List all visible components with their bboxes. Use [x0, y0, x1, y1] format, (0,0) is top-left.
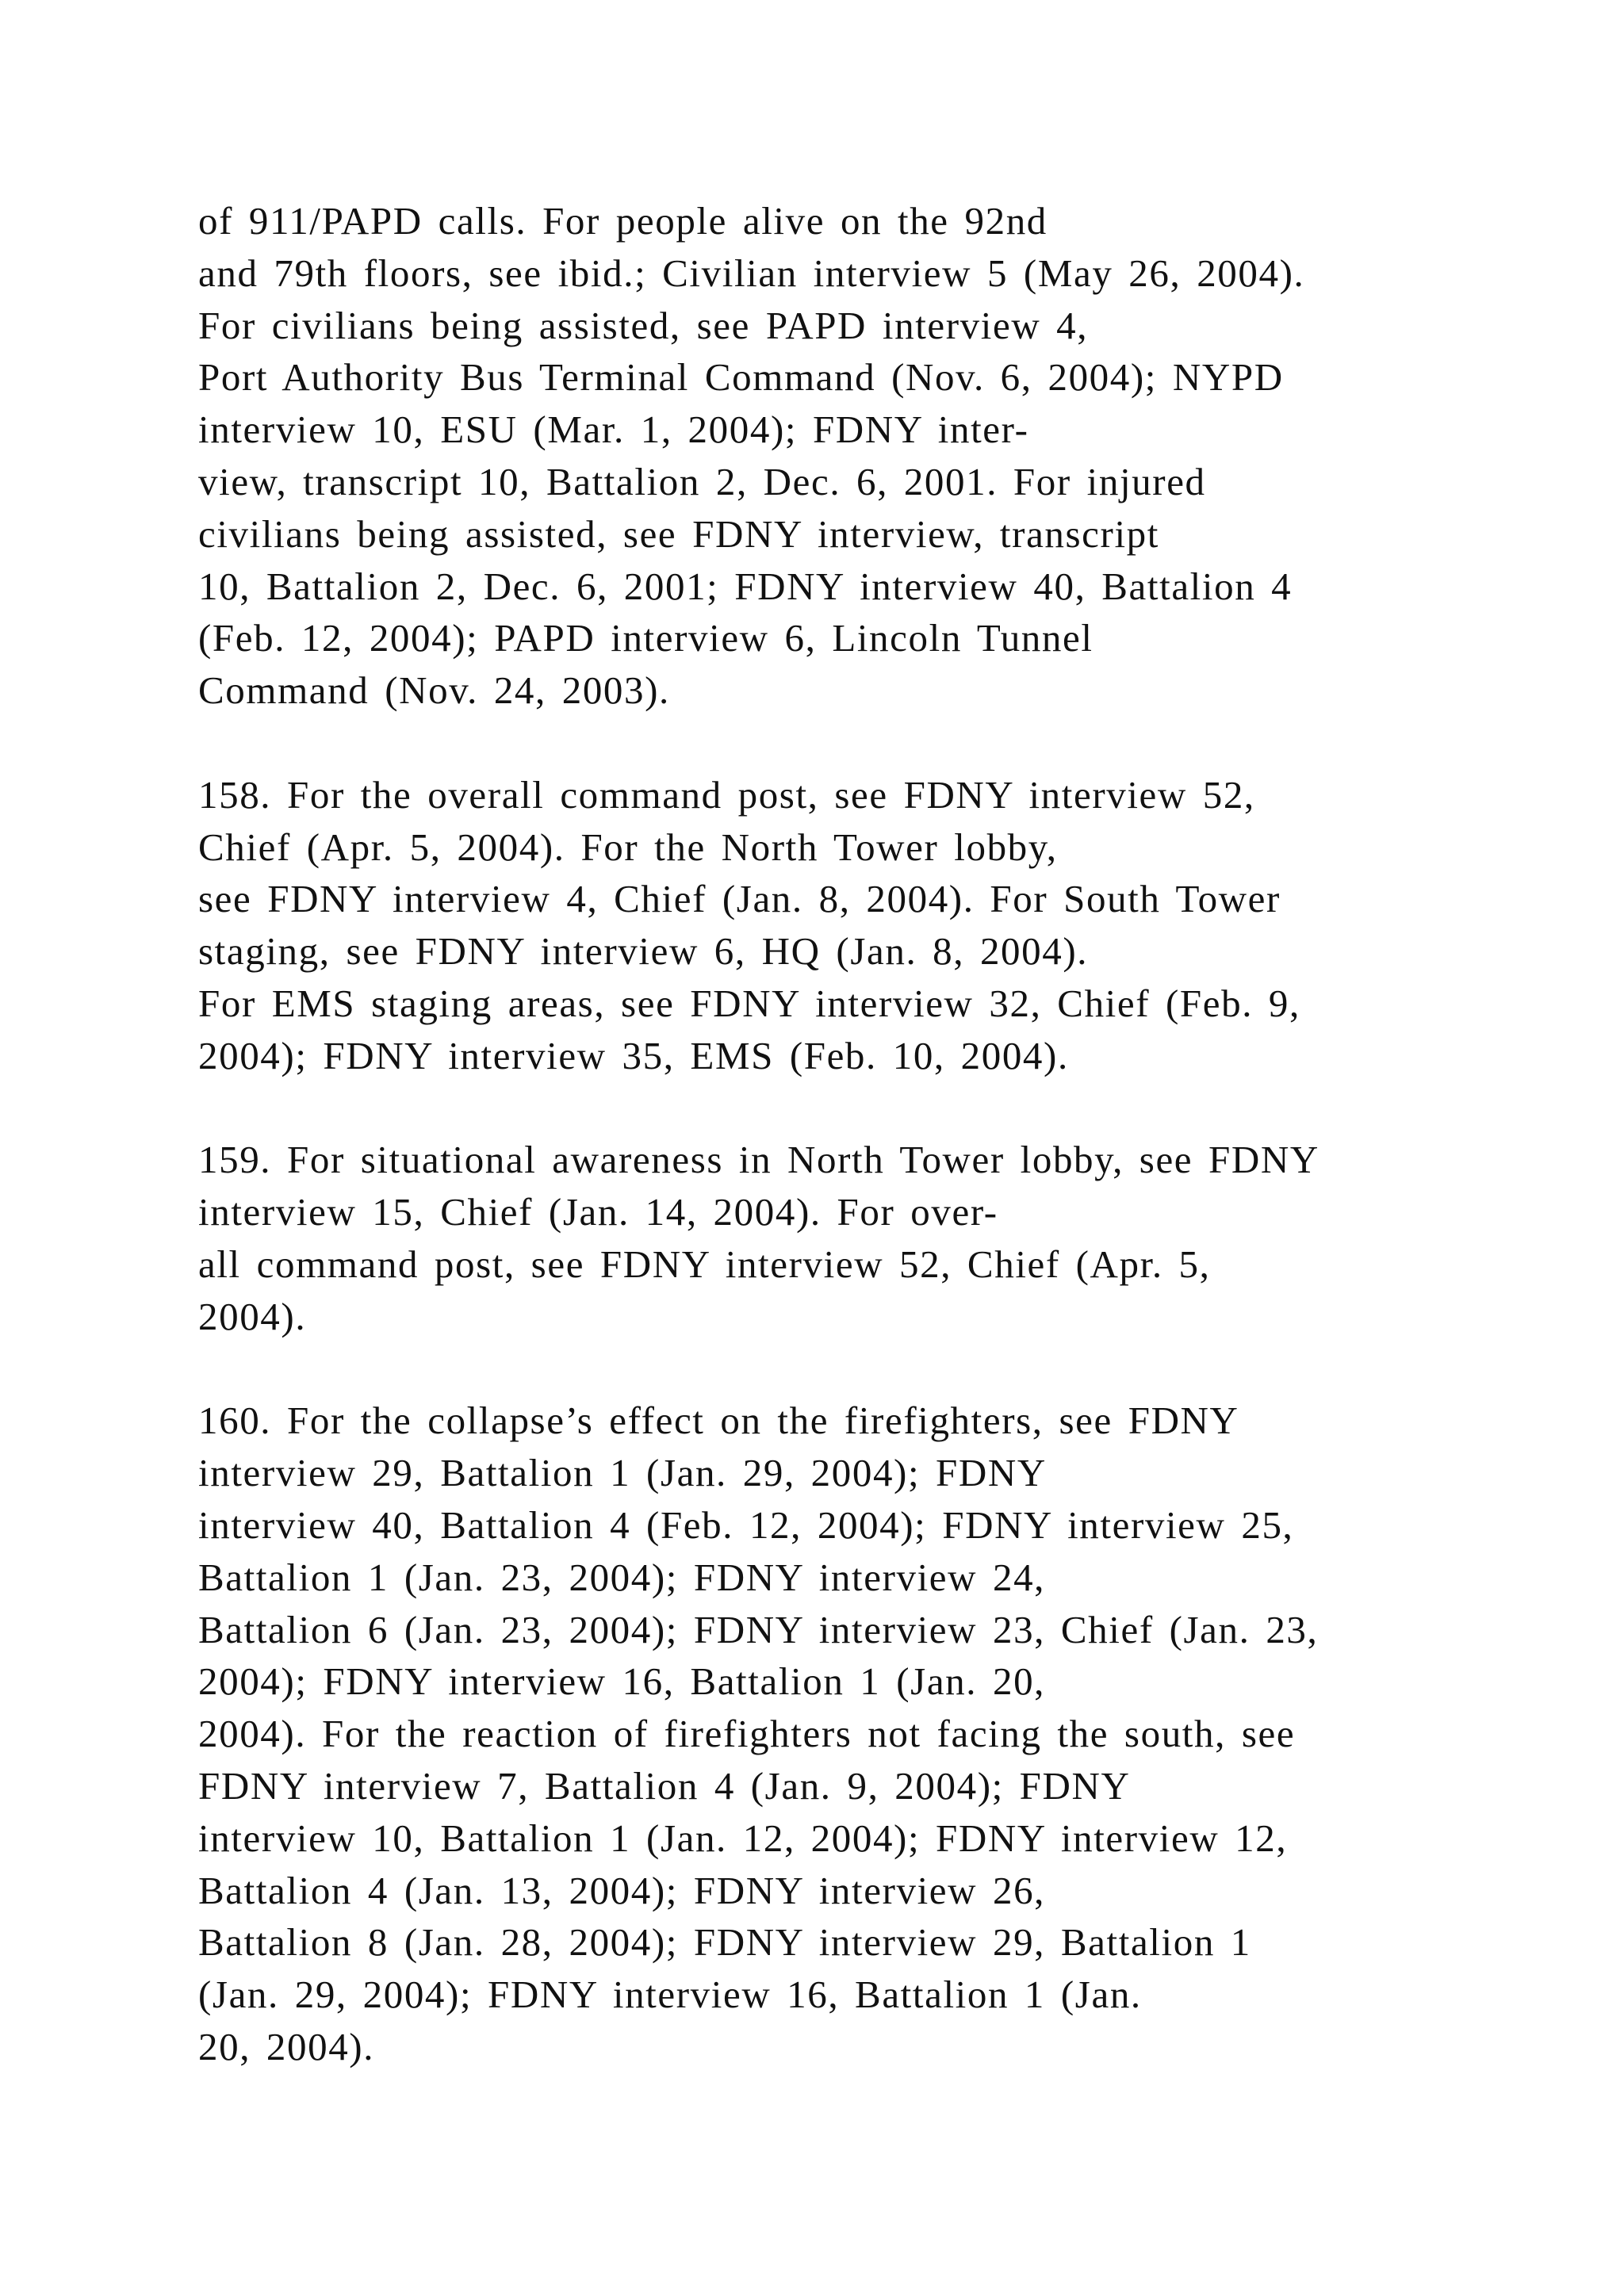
text-line: civilians being assisted, see FDNY interview, transcript	[198, 511, 1159, 556]
text-line: of 911/PAPD calls. For people alive on the 92nd	[198, 199, 1048, 243]
text-line: Battalion 1 (Jan. 23, 2004); FDNY interview 24,	[198, 1555, 1046, 1599]
text-line: interview 10, Battalion 1 (Jan. 12, 2004); FDNY interview 12,	[198, 1816, 1288, 1860]
endnotes-text	[198, 195, 1507, 2073]
text-line: interview 10, ESU (Mar. 1, 2004); FDNY inter-	[198, 408, 1029, 452]
text-line: Port Authority Bus Terminal Command (Nov. 6, 2004); NYPD	[198, 355, 1284, 400]
text-line: interview 40, Battalion 4 (Feb. 12, 2004); FDNY interview 25,	[198, 1502, 1294, 1547]
text-line: 160. For the collapse’s effect on the firefighters, see FDNY	[198, 1399, 1239, 1443]
text-line: staging, see FDNY interview 6, HQ (Jan. 8, 2004).	[198, 929, 1089, 974]
text-line: view, transcript 10, Battalion 2, Dec. 6, 2001. For injured	[198, 459, 1206, 503]
text-line: Command (Nov. 24, 2003).	[198, 668, 670, 713]
text-line: FDNY interview 7, Battalion 4 (Jan. 9, 2004); FDNY	[198, 1763, 1131, 1808]
text-line: 159. For situational awareness in North Tower lobby, see FDNY	[198, 1138, 1320, 1182]
text-line: 20, 2004).	[198, 2024, 375, 2068]
text-line: Chief (Apr. 5, 2004). For the North Tower lobby,	[198, 825, 1058, 869]
text-line: (Jan. 29, 2004); FDNY interview 16, Battalion 1 (Jan.	[198, 1973, 1142, 2017]
endnote-157-continued	[198, 195, 1507, 717]
text-line: 2004).	[198, 1294, 307, 1338]
text-line: For EMS staging areas, see FDNY interview 32, Chief (Feb. 9,	[198, 981, 1300, 1025]
text-line: 158. For the overall command post, see FDNY interview 52,	[198, 772, 1255, 817]
text-line: interview 15, Chief (Jan. 14, 2004). For over-	[198, 1190, 998, 1234]
endnote-158	[198, 769, 1507, 1082]
text-line: Battalion 4 (Jan. 13, 2004); FDNY interview 26,	[198, 1868, 1046, 1912]
text-line: 2004). For the reaction of firefighters not facing the south, see	[198, 1712, 1296, 1756]
text-line: interview 29, Battalion 1 (Jan. 29, 2004); FDNY	[198, 1451, 1047, 1495]
endnote-160	[198, 1395, 1507, 2072]
text-line: all command post, see FDNY interview 52, Chief (Apr. 5,	[198, 1242, 1211, 1286]
text-line: Battalion 8 (Jan. 28, 2004); FDNY interview 29, Battalion 1	[198, 1920, 1251, 1965]
text-line: Battalion 6 (Jan. 23, 2004); FDNY interview 23, Chief (Jan. 23,	[198, 1607, 1319, 1651]
text-line: 2004); FDNY interview 35, EMS (Feb. 10, 2004).	[198, 1033, 1069, 1077]
text-line: 2004); FDNY interview 16, Battalion 1 (Jan. 20,	[198, 1659, 1046, 1704]
text-line: 10, Battalion 2, Dec. 6, 2001; FDNY interview 40, Battalion 4	[198, 564, 1293, 608]
text-line: see FDNY interview 4, Chief (Jan. 8, 2004). For South Tower	[198, 877, 1281, 921]
text-line: and 79th floors, see ibid.; Civilian interview 5 (May 26, 2004).	[198, 251, 1305, 295]
text-line: For civilians being assisted, see PAPD interview 4,	[198, 303, 1089, 347]
text-line: (Feb. 12, 2004); PAPD interview 6, Lincoln Tunnel	[198, 616, 1094, 660]
endnote-159	[198, 1134, 1507, 1342]
